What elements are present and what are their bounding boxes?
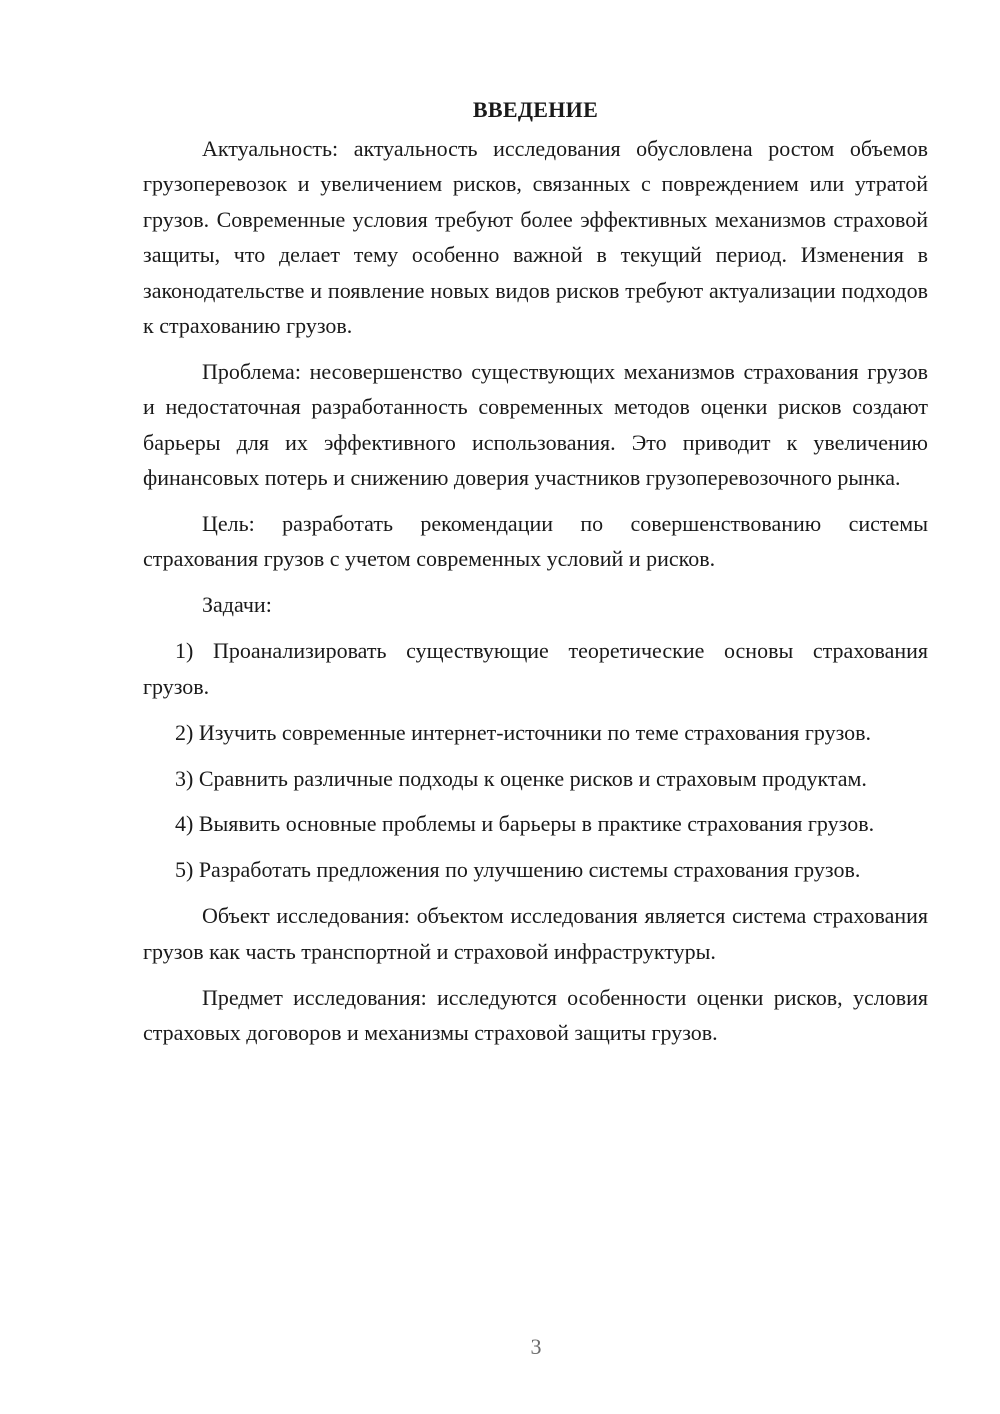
goal-paragraph: Цель: разработать рекомендации по совершенствованию системы страхования грузов с учетом современных условий и рисков. [143,511,928,572]
section-title: ВВЕДЕНИЕ [472,97,599,122]
document-page [143,92,928,1061]
task-item: 3) Сравнить различные подходы к оценке рисков и страховым продуктам. [175,765,867,791]
task-item: 4) Выявить основные проблемы и барьеры в практике страхования грузов. [175,811,875,837]
task-item: 2) Изучить современные интернет-источники по теме страхования грузов. [175,719,872,745]
problem-paragraph: Проблема: несовершенство существующих механизмов страхования грузов и недостаточная разработанность современных методов оценки рисков создают барьеры для их эффективного использования. Это приводит к увеличению финансовых потерь и снижению доверия участников грузоперевозочного рынка. [143,358,928,491]
tasks-heading: Задачи: [202,592,272,618]
task-item: 1) Проанализировать существующие теоретические основы страхования грузов. [143,638,928,699]
object-paragraph: Объект исследования: объектом исследования является система страхования грузов как часть транспортной и страховой инфраструктуры. [143,903,928,964]
page-number: 3 [530,1334,542,1359]
task-item: 5) Разработать предложения по улучшению системы страхования грузов. [175,857,861,883]
subject-paragraph: Предмет исследования: исследуются особенности оценки рисков, условия страховых договоров и механизмы страховой защиты грузов. [143,984,928,1045]
relevance-paragraph: Актуальность: актуальность исследования обусловлена ростом объемов грузоперевозок и увеличением рисков, связанных с повреждением или утратой грузов. Современные условия требуют более эффективных механизмов страховой защиты, что делает тему особенно важной в текущий период. Изменения в законодательстве и появление новых видов рисков требуют актуализации подходов к страхованию грузов. [143,136,928,339]
